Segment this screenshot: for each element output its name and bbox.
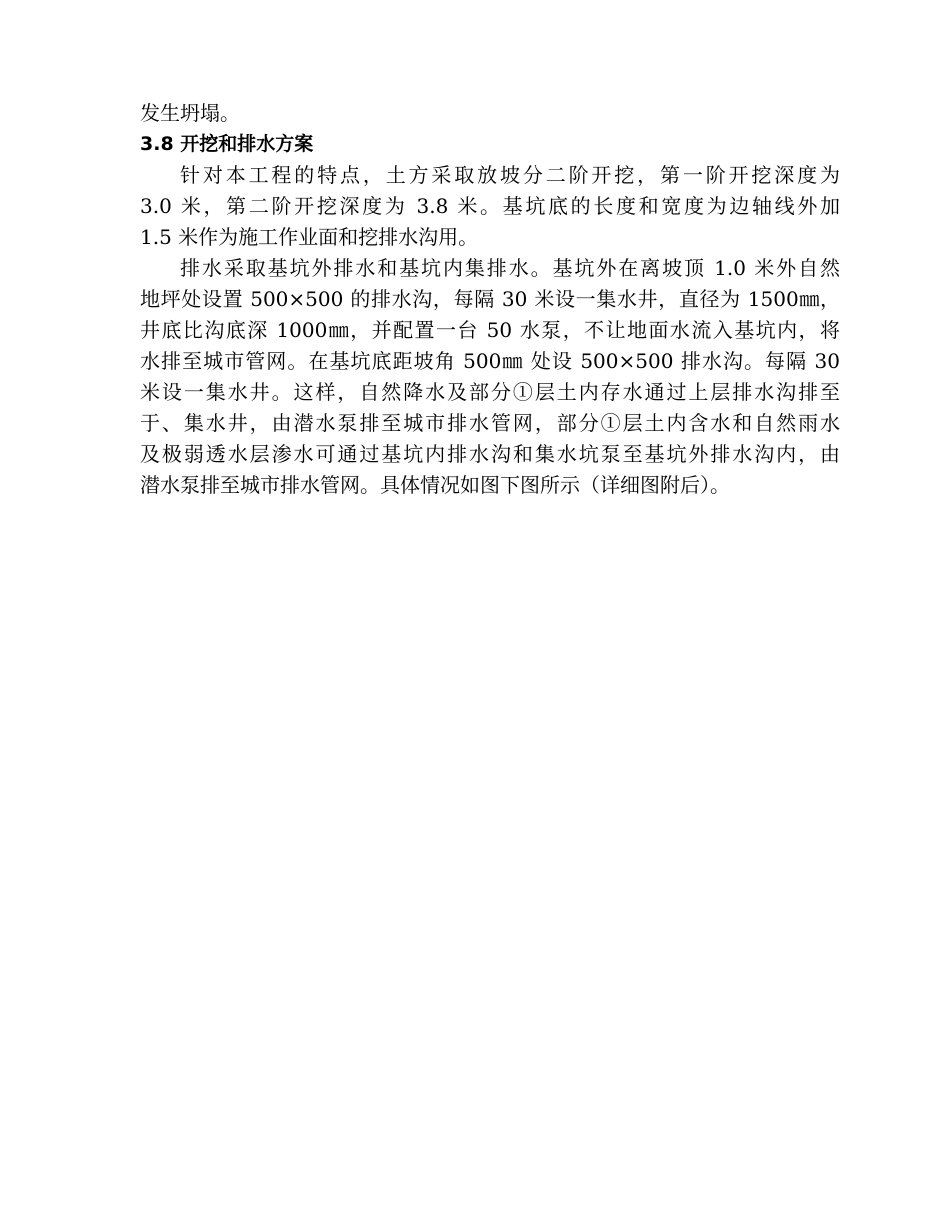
paragraph-drainage xyxy=(140,253,840,501)
paragraph-line: 3.0 米，第二阶开挖深度为 3.8 米。基坑底的长度和宽度为边轴线外加 xyxy=(140,194,840,218)
paragraph-line: 潜水泵排至城市排水管网。具体情况如图下图所示（详细图附后）。 xyxy=(140,473,730,497)
document-body xyxy=(140,98,840,501)
paragraph-line: 1.5 米作为施工作业面和挖排水沟用。 xyxy=(140,225,479,249)
paragraph-line: 水排至城市管网。在基坑底距坡角 500㎜ 处设 500×500 排水沟。每隔 30 xyxy=(140,349,840,373)
paragraph-excavation xyxy=(140,160,840,253)
section-heading: 3.8 开挖和排水方案 xyxy=(140,133,314,155)
paragraph-line: 井底比沟底深 1000㎜，并配置一台 50 水泵，不让地面水流入基坑内，将 xyxy=(140,318,840,342)
paragraph-line: 地坪处设置 500×500 的排水沟，每隔 30 米设一集水井，直径为 1500㎜， xyxy=(140,287,840,311)
paragraph-line: 针对本工程的特点，土方采取放坡分二阶开挖，第一阶开挖深度为 xyxy=(180,163,840,187)
paragraph-line: 及极弱透水层渗水可通过基坑内排水沟和集水坑泵至基坑外排水沟内，由 xyxy=(140,442,840,466)
paragraph-line: 于、集水井，由潜水泵排至城市排水管网，部分①层土内含水和自然雨水 xyxy=(140,411,840,435)
paragraph-line: 排水采取基坑外排水和基坑内集排水。基坑外在离坡顶 1.0 米外自然 xyxy=(180,256,840,280)
continuation-text: 发生坍塌。 xyxy=(140,101,240,125)
paragraph-line: 米设一集水井。这样，自然降水及部分①层土内存水通过上层排水沟排至 xyxy=(140,380,840,404)
